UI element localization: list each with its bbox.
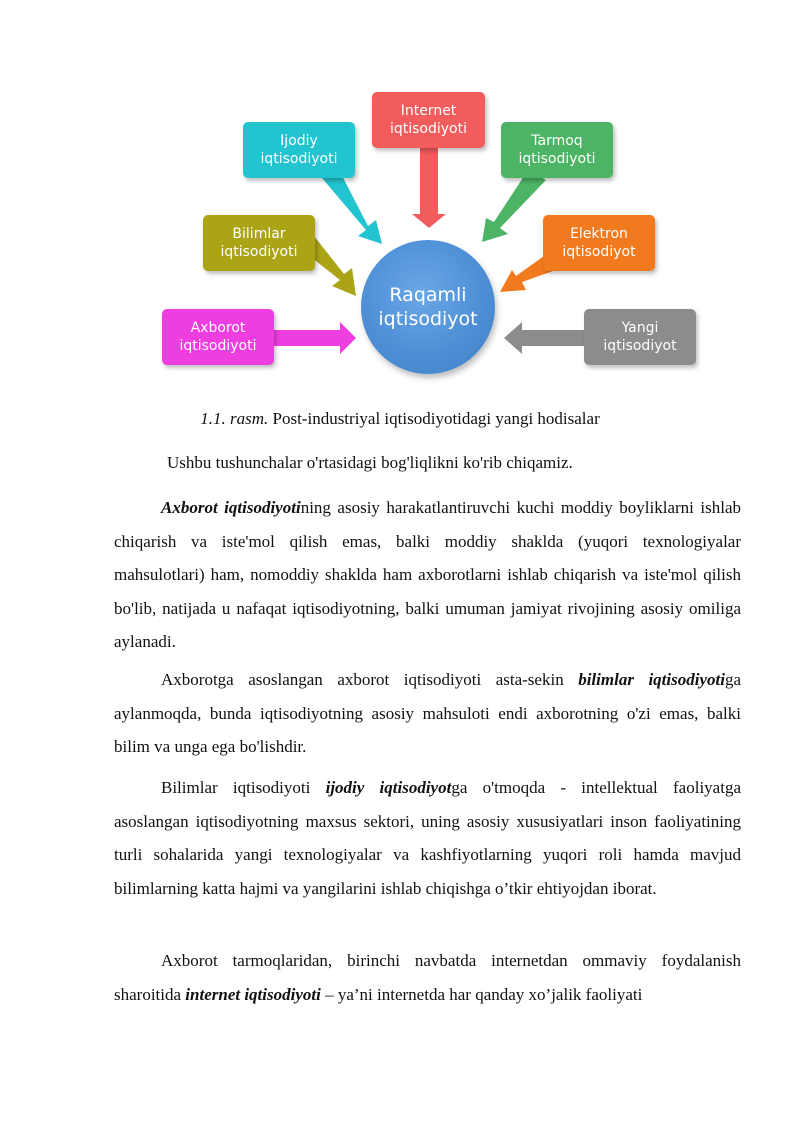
p2-text: ga aylanmoqda, bunda iqtisodiyotning asosiy mahsuloti endi axborotning o'zi emas, balki bilim va unga ega bo'lishdir.: [114, 670, 741, 756]
node-internet-line1: Internet: [400, 103, 457, 119]
p3-pre: Bilimlar iqtisodiyoti: [161, 778, 326, 797]
p1-text: ning asosiy harakatlantiruvchi kuchi moddiy boyliklarni ishlab chiqarish va iste'mol qilish emas, balki moddiy shaklda (yuqori texnologiyalar mahsulotlari) ham, nomoddiy shaklda ham axborotlarni ishlab chiqarish va iste'mol qilish bo'lib, natijada u nafaqat iqtisodiyotning, balki umuman jamiyat rivojining asosiy omiliga aylanadi.: [114, 498, 741, 651]
paragraph-axborot: [114, 491, 741, 659]
node-tarmoq-line2: iqtisodiyoti: [518, 151, 596, 167]
node-ijodiy-line1: Ijodiy: [280, 133, 318, 149]
node-ijodiy-line2: iqtisodiyoti: [260, 151, 338, 167]
digital-economy-diagram: [0, 0, 800, 400]
node-tarmoq: [501, 122, 613, 178]
node-ijodiy: [243, 122, 355, 178]
paragraph-internet: [114, 944, 741, 1011]
figure-caption: [0, 409, 800, 429]
node-yangi: [584, 309, 696, 365]
node-axborot: [162, 309, 274, 365]
term-ijodiy: ijodiy iqtisodiyot: [325, 778, 452, 797]
term-internet: internet iqtisodiyoti: [185, 984, 321, 1004]
paragraph-ijodiy: [114, 771, 741, 905]
node-yangi-line2: iqtisodiyot: [603, 338, 677, 354]
p4-pre: Axborot tarmoqlaridan, birinchi navbatda internetdan ommaviy foydalanish sharoitida: [114, 951, 741, 1004]
p3-text: ga o'tmoqda - intellektual faoliyatga asoslangan iqtisodiyotning maxsus sektori, uning asosiy xususiyatlari inson faoliyatining turli sohalarida yangi texnologiyalar va kashfiyotlarning yuqori roli hamda mavjud bilimlarning katta hajmi va yangilarini ishlab chiqishga o’tkir ehtiyojdan iborat.: [114, 778, 741, 898]
node-axborot-line1: Axborot: [190, 320, 246, 336]
node-internet-line2: iqtisodiyoti: [389, 121, 468, 137]
intro-paragraph: [114, 446, 741, 480]
node-yangi-line1: Yangi: [621, 320, 659, 336]
node-elektron-line2: iqtisodiyot: [562, 244, 636, 260]
caption-label: 1.1. rasm.: [200, 409, 269, 428]
term-bilimlar: bilimlar iqtisodiyoti: [578, 670, 725, 689]
center-line1: Raqamli: [389, 284, 467, 306]
paragraph-bilimlar: [114, 663, 741, 764]
node-elektron-line1: Elektron: [570, 226, 628, 242]
arrow-yangi: [504, 322, 584, 354]
arrow-axborot: [274, 322, 356, 354]
node-bilimlar-line2: iqtisodiyoti: [220, 244, 298, 260]
term-axborot: Axborot iqtisodiyoti: [161, 498, 301, 517]
center-line2: iqtisodiyot: [378, 308, 478, 330]
node-bilimlar-line1: Bilimlar: [232, 226, 286, 242]
arrow-tarmoq: [482, 170, 546, 242]
node-internet: [372, 92, 485, 148]
node-axborot-line2: iqtisodiyoti: [179, 338, 257, 354]
caption-text: Post-industriyal iqtisodiyotidagi yangi hodisalar: [268, 409, 600, 428]
node-tarmoq-line1: Tarmoq: [531, 133, 583, 149]
center-node-raqamli: [361, 240, 495, 374]
intro-text: Ushbu tushunchalar o'rtasidagi bog'liqlikni ko'rib chiqamiz.: [167, 453, 573, 472]
arrow-ijodiy: [322, 168, 382, 244]
p2-pre: Axborotga asoslangan axborot iqtisodiyoti asta-sekin: [161, 670, 579, 689]
arrow-internet: [412, 148, 446, 228]
p4-text: – ya’ni internetda har qanday xo’jalik faoliyati: [320, 984, 643, 1004]
node-bilimlar: [203, 215, 315, 271]
node-elektron: [543, 215, 655, 271]
